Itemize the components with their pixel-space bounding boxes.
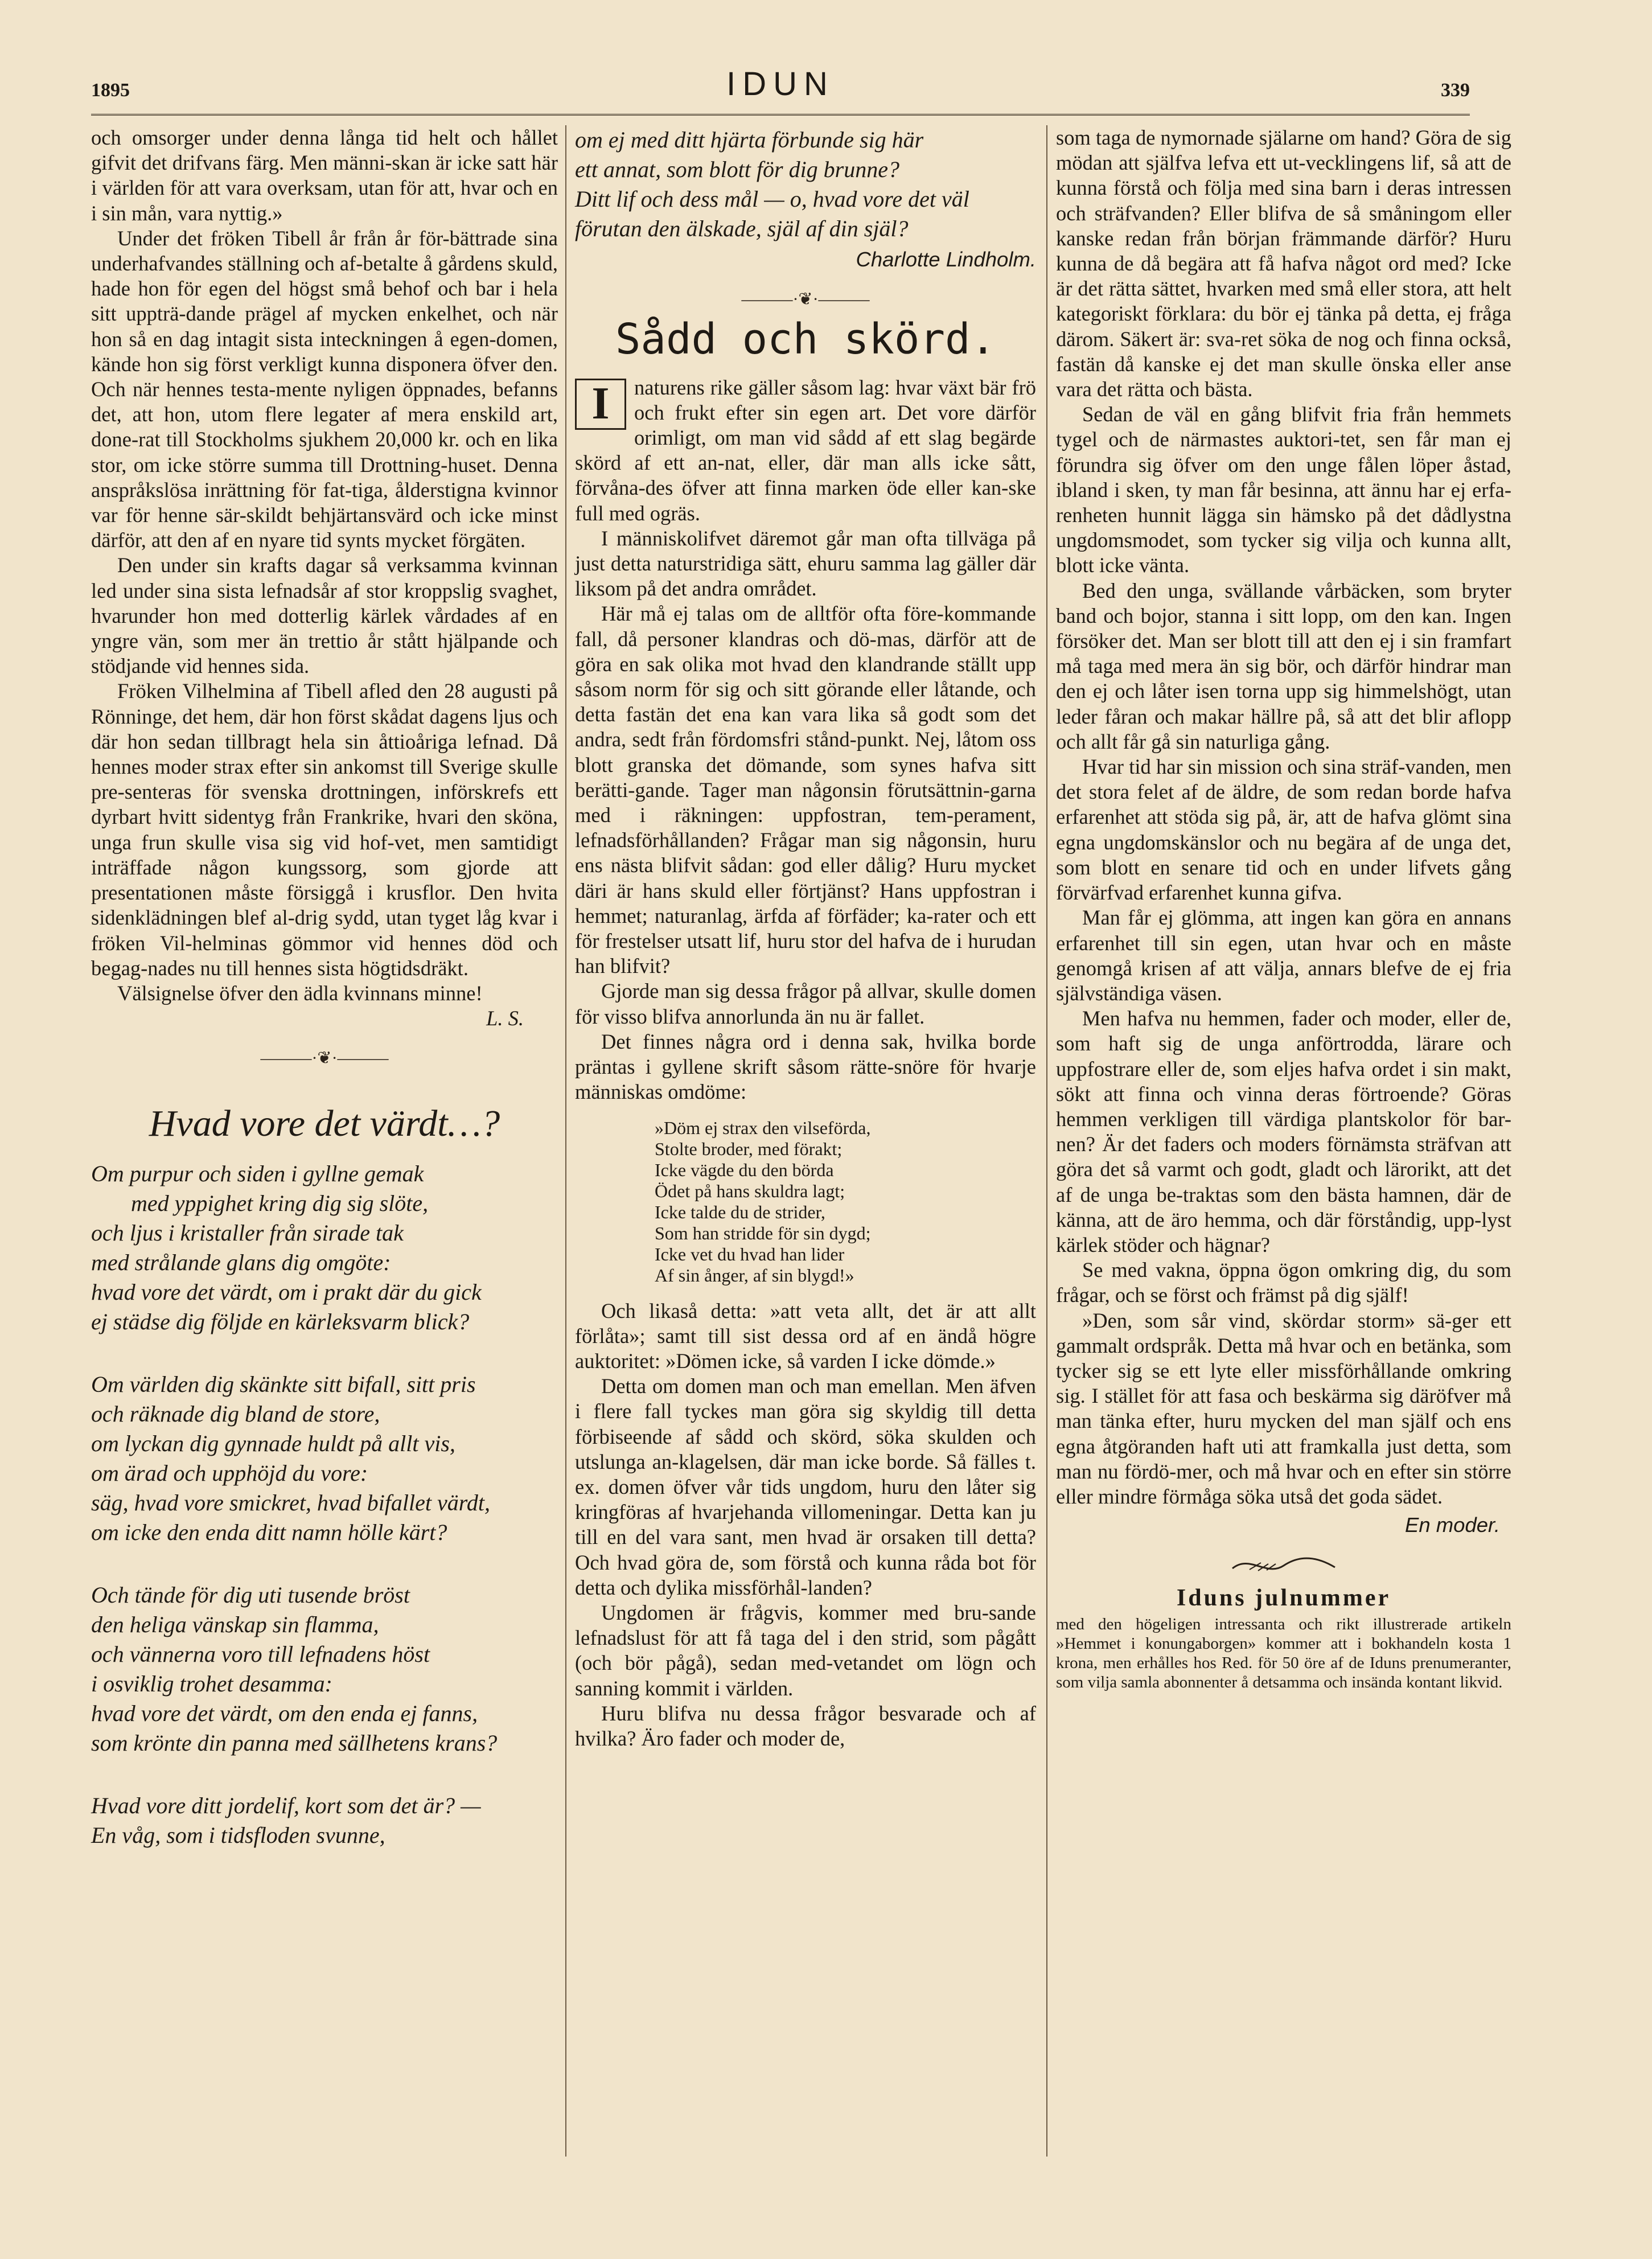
poem-line: om ej med ditt hjärta förbunde sig här — [575, 127, 924, 153]
poem-line: hvad vore det värdt, om den enda ej fanns, — [91, 1700, 478, 1726]
poem-continuation — [575, 125, 1036, 244]
paragraph: Och likaså detta: »att veta allt, det är att allt förlåta»; samt till sist dessa ord af en ändå högre auktoritet: »Dömen icke, så varden I icke dömde.» — [575, 1299, 1036, 1373]
poem-line: och räknade dig bland de store, — [91, 1400, 380, 1427]
column-divider — [1046, 125, 1047, 2157]
poem-line: och ljus i kristaller från sirade tak — [91, 1219, 404, 1246]
paragraph: Detta om domen man och man emellan. Men äfven i flere fall tyckes man göra sig skyldig till detta förbiseende af sådd och skörd, söka skulden och utslunga an-klagelsen, där man icke borde. Så fälles t. ex. domen öfver vår tids ungdom, huru den låter sig kringföras af hvarjehanda villomeningar. Detta kan ju till en del vara sant, men hvad är orsaken till detta? Och hvad göra de, som förstå och kunna råda bot för detta och dylika missförhål-landen? — [575, 1374, 1036, 1599]
header-rule — [91, 114, 1470, 116]
poem-line: i osviklig trohet desamma: — [91, 1670, 333, 1697]
ornament-divider: ———·❦·——— — [260, 1049, 389, 1068]
poem-line: som krönte din panna med sällhetens krans? — [91, 1730, 498, 1756]
paragraph: Sedan de väl en gång blifvit fria från hemmets tygel och de närmastes auktori-tet, sen får man ej förundra sig öfver om den unge fålen löper åstad, ibland i sken, ty man får besinna, att ännu har ej erfa-renheten hunnit lägga sin hämsko på det dådlystna ungdomsmodet, som tycker sig vilja och kunna allt, blott icke vänta. — [1056, 402, 1511, 577]
paragraph: Men hafva nu hemmen, fader och moder, eller de, som haft sig de unga anförtrodda, lärare och uppfostrare eller de, som eljes hafva ordet i sin makt, sökt att finna och vinna deras förtroende? Göras hemmen verkligen till värdiga plantskolor för bar-nen? Är det faders och moders förnämsta sträfvan att göra det så varmt och godt, gladt och lärorikt, att det af de unga be-traktas som den bästa hamnen, där de känna, att de äro hemma, och där förståndig, upp-lyst kärlek stöder och hägnar? — [1056, 1007, 1511, 1256]
verse-line: Icke vägde du den börda — [655, 1159, 834, 1180]
paragraph: »Den, som sår vind, skördar storm» sä-ger ett gammalt ordspråk. Detta må hvar och en betänka, som tycker sig se ett lyte eller missförhållande omkring sig. I stället för att fasa och beskärma sig däröfver må man tänka efter, huru mycken del man själf och ens egna åtgöranden haft uti att framkalla just detta, som man nu fördö-mer, och må hvar och en efter sin större eller mindre förmåga söka utså det goda sädet. — [1056, 1308, 1511, 1508]
paragraph: Den under sin krafts dagar så verksamma kvinnan led under sina sista lefnadsår af stor kroppslig svaghet, hvarunder hon med dotterlig kärlek vårdades af en yngre vän, som mer än trettio år stått hjälpande och stödjande vid hennes sida. — [91, 553, 558, 678]
poem-line: om ärad och upphöjd du vore: — [91, 1460, 368, 1486]
verse-line: Icke talde du de strider, — [655, 1201, 825, 1222]
verse-line: »Döm ej strax den vilseförda, — [655, 1117, 871, 1138]
paragraph: I människolifvet däremot går man ofta tillväga på just detta naturstridiga sätt, ehuru samma lag gäller där liksom på det andra området. — [575, 526, 1036, 601]
poem-stanza — [91, 1370, 558, 1547]
poem-stanza — [91, 1159, 558, 1337]
paragraph: Huru blifva nu dessa frågor besvarade och af hvilka? Äro fader och moder de, — [575, 1701, 1036, 1750]
signature: En moder. — [1404, 1513, 1500, 1537]
poem-line: hvad vore det värdt, om i prakt där du gick — [91, 1279, 482, 1305]
paragraph: Välsignelse öfver den ädla kvinnans minne! — [117, 981, 483, 1005]
paragraph: Gjorde man sig dessa frågor på allvar, skulle domen för visso blifva annorlunda än nu är fallet. — [575, 979, 1036, 1028]
column-2 — [575, 125, 1036, 1751]
paragraph: Man får ej glömma, att ingen kan göra en annans erfarenhet till sin egen, utan hvar och en måste genomgå krisen af att välja, annars blefve de ej fria självständiga väsen. — [1056, 906, 1511, 1005]
poem-line: En våg, som i tidsfloden svunne, — [91, 1822, 385, 1848]
masthead: IDUN — [726, 65, 835, 102]
notice-title: Iduns julnummer — [1176, 1585, 1391, 1612]
verse-line: Som han stridde för sin dygd; — [655, 1222, 871, 1243]
poem-line: den heliga vänskap sin flamma, — [91, 1611, 379, 1637]
column-divider — [565, 125, 566, 2157]
poem-line: med strålande glans dig omgöte: — [91, 1249, 391, 1275]
poem-line: förutan den älskade, själ af din själ? — [575, 216, 909, 241]
page-header — [91, 57, 1470, 120]
poem-line: Ditt lif och dess mål — o, hvad vore det väl — [575, 186, 969, 212]
poem-line: Hvad vore ditt jordelif, kort som det är? — — [91, 1792, 481, 1818]
poem-line: ett annat, som blott för dig brunne? — [575, 157, 899, 182]
ornament-divider: ———·❦·——— — [741, 290, 870, 309]
poem-author: Charlotte Lindholm. — [856, 248, 1036, 271]
paragraph: Det finnes några ord i denna sak, hvilka borde präntas i gyllene skrift såsom rätte-snöre för hvarje människas omdöme: — [575, 1029, 1036, 1104]
paragraph: Bed den unga, svällande vårbäcken, som bryter band och bojor, stanna i sitt lopp, om den kan. Ingen försöker det. Man ser blott till att den ej i sin framfart må taga med mera än sig bör, och därför hindrar man den ej och låter isen torna upp sig himmelshögt, utan leder fåran och makar hällre på, så att det blir aflopp och allt får gå sin naturliga gång. — [1056, 578, 1511, 753]
paragraph: Se med vakna, öppna ögon omkring dig, du som frågar, och se först och främst på dig själf! — [1056, 1258, 1511, 1307]
paragraph: Under det fröken Tibell år från år för-bättrade sina underhafvandes ställning och af-betalte å gårdens skuld, hade hon för egen del högst små behof och bar i hela sitt uppträ-dande prägel af mycken enkelhet, och när hon så en dag intagit sista inteckningen å egen-domen, kände hon sig först verkligt kunna disponera öfver den. Och när hennes testa-mente nyligen öppnades, befanns det, att hon, utom flere legater af mera enskild art, done-rat till Stockholms sjukhem 20,000 kr. och en lika stor, om icke större summa till Drottning-huset. Denna anspråkslösa inrättning för fat-tiga, ålderstigna kvinnor var för henne sär-skildt behjärtansvärd och icke minst därför, att den af en nyare tid synts mycket förgäten. — [91, 226, 558, 552]
verse-line: Ödet på hans skuldra lagt; — [655, 1180, 845, 1201]
poem-stanza — [91, 1791, 558, 1850]
quoted-verse — [655, 1118, 1036, 1286]
article-title: Sådd och skörd. — [615, 315, 996, 364]
paragraph: Här må ej talas om de alltför ofta före-kommande fall, då personer klandras och dö-mas, därför att de göra en sak olika mot hvad den klandrande ställt upp såsom norm för sig och sitt görande eller låtande, och detta fastän det ena kan vara lika så godt som det andra, sedt från fördomsfri stånd-punkt. Nej, låtom oss blott granska det dömande, som synes hafva sitt berätti-gande. Tager man någonsin förutsättnin-garna med i räkningen: uppfostran, tem-perament, lefnadsförhållanden? Frågar man sig någonsin, huru ens nästa blifvit sådan: god eller dålig? Huru mycket däri är hans skuld eller förtjänst? Hans uppfostran i hemmet; naturanlag, ärfda af förfäder; ka-rater och ett för frestelser utsatt lif, huru stor del hafva de i hurudan han blifvit? — [575, 602, 1036, 978]
poem-line: säg, hvad vore smickret, hvad bifallet värdt, — [91, 1489, 490, 1515]
poem-line: om lyckan dig gynnade huldt på allt vis, — [91, 1430, 455, 1456]
year-label: 1895 — [91, 80, 130, 101]
column-1 — [91, 125, 558, 1883]
poem-line: Om världen dig skänkte sitt bifall, sitt pris — [91, 1371, 476, 1397]
poem-stanza — [91, 1580, 558, 1758]
verse-line: Stolte broder, med förakt; — [655, 1138, 843, 1159]
page-number: 339 — [1441, 80, 1470, 101]
poem-line: Om purpur och siden i gyllne gemak — [91, 1160, 424, 1186]
poem-line: med yppighet kring dig sig slöte, — [131, 1190, 429, 1216]
paragraph: Ungdomen är frågvis, kommer med bru-sande lefnadslust för att få taga del i den strid, som pågått (och bör pågå), sedan med-vetandet om lögn och sanning kommit i världen. — [575, 1600, 1036, 1700]
notice-text: med den högeligen intressanta och rikt illustrerade artikeln »Hemmet i konungaborgen» kommer att i bokhandeln kosta 1 krona, men erhålles hos Red. för 50 öre af de Iduns prenumeranter, som vilja samla abonnenter å detsamma och insända kontant likvid. — [1056, 1615, 1511, 1691]
verse-line: Af sin ånger, af sin blygd!» — [655, 1264, 854, 1285]
poem-line: om icke den enda ditt namn hölle kärt? — [91, 1519, 447, 1545]
poem — [91, 1159, 558, 1850]
paragraph: Fröken Vilhelmina af Tibell afled den 28 augusti på Rönninge, det hem, där hon först skådat dagens ljus och där hon sedan tillbragt hela sin åttioåriga lefnad. Då hennes moder strax efter sin ankomst till Sverige skulle pre-senteras för svenska drottningen, införskrefs ett dyrbart hvitt sidentyg från Frankrike, hvari den sköna, unga frun skulle visa sig vid hof-vet, men samtidigt inträffade någon kungssorg, som gjorde att presentationen måste försiggå i krusflor. Den hvita sidenklädningen blef al-drig sydd, utan tyget låg kvar i fröken Vil-helminas gömmor vid hennes död och begag-nades nu till hennes sista högtidsdräkt. — [91, 679, 558, 980]
signature: L. S. — [486, 1007, 524, 1030]
drop-cap: I — [575, 379, 626, 430]
paragraph — [575, 375, 1036, 526]
poem-line: och vännerna voro till lefnadens höst — [91, 1641, 430, 1667]
verse-line: Icke vet du hvad han lider — [655, 1243, 845, 1264]
paragraph: och omsorger under denna långa tid helt och hållet gifvit det drifvans färg. Men männi-skan är icke satt här i världen för att vara overksam, utan för att, hvar och en i sin mån, vara nyttig.» — [91, 126, 558, 225]
column-3 — [1056, 125, 1511, 1692]
poem-line: Och tände för dig uti tusende bröst — [91, 1582, 410, 1608]
poem-title: Hvad vore det värdt…? — [149, 1102, 500, 1144]
poem-line: ej städse dig följde en kärleksvarm blick? — [91, 1308, 470, 1334]
paragraph-text: naturens rike gäller såsom lag: hvar växt bär frö och frukt efter sin egen art. Det vore därför orimligt, om man vid sådd af ett slag begärde skörd af ett an-nat, eller, där man alls icke sått, förvåna-des öfver att finna marken öde eller kan-ske full med ogräs. — [575, 375, 1036, 525]
flourish-icon — [1227, 1551, 1341, 1580]
paragraph: som taga de nymornade själarne om hand? Göra de sig mödan att själfva lefva ett ut-vecklingens lif, så att de kunna förstå och följa med sina barn i deras intressen och sträfvanden? Eller blifva de så småningom eller kanske redan från början främmande därför? Huru kunna de då begära att få hafva något ord med? Icke är det rätta sättet, hvarken med små eller stora, att helt kategoriskt förklara: du bör ej tänka på detta, ej fråga därom. Säkert är: sva-ret söka de nog och finna också, fastän då kanske ej det man skulle önska eller anse vara det rätta och bästa. — [1056, 126, 1511, 401]
paragraph: Hvar tid har sin mission och sina sträf-vanden, men det stora felet af de äldre, de som redan borde hafva erfarenhet att stöda sig på, är, att de hafva glömt sina egna ungdomskänslor och nu begära af de unga det, som blott en senare tid och en under lifvets gång förvärfvad erfarenhet kunna gifva. — [1056, 755, 1511, 905]
